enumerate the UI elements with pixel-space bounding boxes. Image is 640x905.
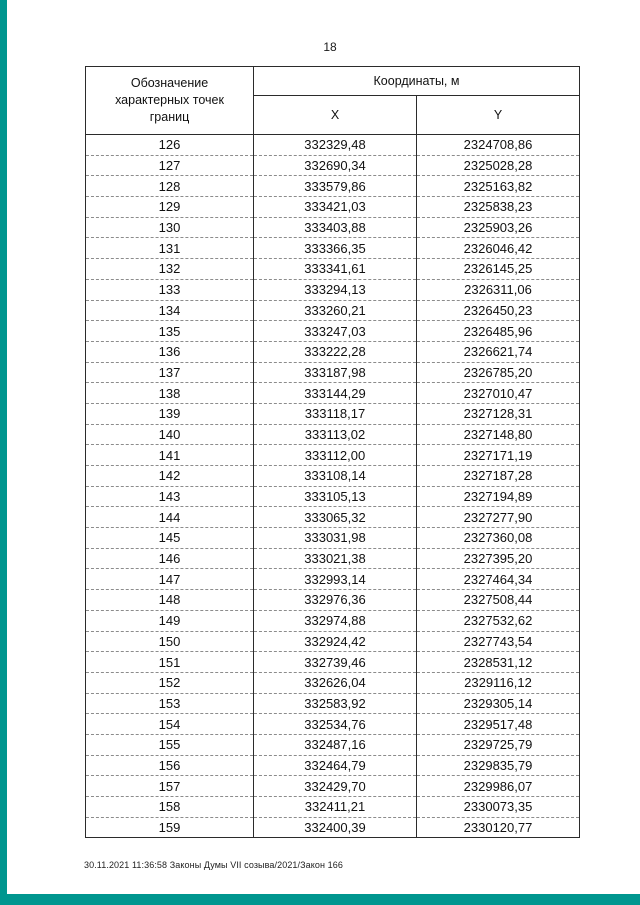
table-row — [86, 797, 580, 818]
y-value: 2327010,47 — [417, 383, 580, 404]
x-value: 333118,17 — [254, 403, 417, 424]
x-value: 332976,36 — [254, 590, 417, 611]
point-number: 144 — [86, 507, 254, 528]
point-number: 146 — [86, 548, 254, 569]
point-number: 132 — [86, 259, 254, 280]
table-row — [86, 590, 580, 611]
x-value: 332626,04 — [254, 672, 417, 693]
point-number: 138 — [86, 383, 254, 404]
x-value: 333260,21 — [254, 300, 417, 321]
x-value: 333403,88 — [254, 217, 417, 238]
point-number: 151 — [86, 652, 254, 673]
table-row — [86, 362, 580, 383]
x-value: 333366,35 — [254, 238, 417, 259]
x-value: 332429,70 — [254, 776, 417, 797]
x-value: 332690,34 — [254, 155, 417, 176]
y-value: 2327743,54 — [417, 631, 580, 652]
y-value: 2326621,74 — [417, 341, 580, 362]
points-designation-header: Обозначение характерных точек границ — [86, 67, 254, 135]
point-number: 159 — [86, 817, 254, 838]
y-value: 2330073,35 — [417, 797, 580, 818]
point-number: 156 — [86, 755, 254, 776]
y-value: 2327277,90 — [417, 507, 580, 528]
table-row — [86, 734, 580, 755]
x-value: 332464,79 — [254, 755, 417, 776]
y-value: 2325903,26 — [417, 217, 580, 238]
x-value: 332329,48 — [254, 135, 417, 156]
table-row — [86, 424, 580, 445]
coordinates-table — [85, 66, 580, 838]
point-number: 127 — [86, 155, 254, 176]
table-row — [86, 466, 580, 487]
y-value: 2327395,20 — [417, 548, 580, 569]
point-number: 147 — [86, 569, 254, 590]
point-number: 158 — [86, 797, 254, 818]
y-value: 2330120,77 — [417, 817, 580, 838]
x-value: 332739,46 — [254, 652, 417, 673]
y-value: 2326311,06 — [417, 279, 580, 300]
table-row — [86, 321, 580, 342]
table-row — [86, 197, 580, 218]
y-value: 2327194,89 — [417, 486, 580, 507]
y-value: 2329116,12 — [417, 672, 580, 693]
point-number: 157 — [86, 776, 254, 797]
x-value: 333579,86 — [254, 176, 417, 197]
table-row — [86, 714, 580, 735]
table-row — [86, 672, 580, 693]
table-row — [86, 548, 580, 569]
table-row — [86, 445, 580, 466]
table-row — [86, 652, 580, 673]
point-number: 128 — [86, 176, 254, 197]
table-row — [86, 486, 580, 507]
y-value: 2329517,48 — [417, 714, 580, 735]
table-row — [86, 217, 580, 238]
x-value: 333222,28 — [254, 341, 417, 362]
point-number: 134 — [86, 300, 254, 321]
x-value: 333021,38 — [254, 548, 417, 569]
table-row — [86, 279, 580, 300]
y-value: 2327360,08 — [417, 528, 580, 549]
y-value: 2329725,79 — [417, 734, 580, 755]
x-value: 332487,16 — [254, 734, 417, 755]
table-row — [86, 755, 580, 776]
point-number: 139 — [86, 403, 254, 424]
point-number: 142 — [86, 466, 254, 487]
table-row — [86, 610, 580, 631]
y-value: 2325838,23 — [417, 197, 580, 218]
point-number: 150 — [86, 631, 254, 652]
x-value: 332974,88 — [254, 610, 417, 631]
coordinates-header: Координаты, м — [254, 67, 580, 96]
point-number: 152 — [86, 672, 254, 693]
table-row — [86, 135, 580, 156]
x-value: 333144,29 — [254, 383, 417, 404]
point-number: 135 — [86, 321, 254, 342]
table-row — [86, 403, 580, 424]
table-row — [86, 238, 580, 259]
y-value: 2324708,86 — [417, 135, 580, 156]
scan-edge-bottom — [0, 894, 640, 905]
point-number: 140 — [86, 424, 254, 445]
table-row — [86, 817, 580, 838]
point-number: 133 — [86, 279, 254, 300]
point-number: 155 — [86, 734, 254, 755]
y-value: 2327508,44 — [417, 590, 580, 611]
x-value: 333108,14 — [254, 466, 417, 487]
x-value: 333187,98 — [254, 362, 417, 383]
table-row — [86, 259, 580, 280]
y-value: 2327187,28 — [417, 466, 580, 487]
table-row — [86, 300, 580, 321]
y-value: 2329835,79 — [417, 755, 580, 776]
y-value: 2327532,62 — [417, 610, 580, 631]
y-column-header: Y — [417, 96, 580, 135]
table-row — [86, 776, 580, 797]
point-number: 129 — [86, 197, 254, 218]
table-row — [86, 383, 580, 404]
x-value: 333247,03 — [254, 321, 417, 342]
x-value: 332400,39 — [254, 817, 417, 838]
y-value: 2329305,14 — [417, 693, 580, 714]
y-value: 2325028,28 — [417, 155, 580, 176]
point-number: 141 — [86, 445, 254, 466]
y-value: 2327171,19 — [417, 445, 580, 466]
point-number: 154 — [86, 714, 254, 735]
x-value: 333294,13 — [254, 279, 417, 300]
y-value: 2327128,31 — [417, 403, 580, 424]
table-row — [86, 341, 580, 362]
x-value: 332583,92 — [254, 693, 417, 714]
point-number: 126 — [86, 135, 254, 156]
x-value: 333112,00 — [254, 445, 417, 466]
scan-edge-left — [0, 0, 7, 905]
x-value: 333031,98 — [254, 528, 417, 549]
table-row — [86, 176, 580, 197]
y-value: 2326145,25 — [417, 259, 580, 280]
y-value: 2326046,42 — [417, 238, 580, 259]
point-number: 149 — [86, 610, 254, 631]
table-row — [86, 507, 580, 528]
table-row — [86, 528, 580, 549]
y-value: 2326450,23 — [417, 300, 580, 321]
x-value: 333065,32 — [254, 507, 417, 528]
y-value: 2325163,82 — [417, 176, 580, 197]
point-number: 143 — [86, 486, 254, 507]
x-value: 333421,03 — [254, 197, 417, 218]
x-value: 332534,76 — [254, 714, 417, 735]
table-row — [86, 569, 580, 590]
point-number: 148 — [86, 590, 254, 611]
x-column-header: X — [254, 96, 417, 135]
table-row — [86, 631, 580, 652]
x-value: 333113,02 — [254, 424, 417, 445]
y-value: 2327148,80 — [417, 424, 580, 445]
x-value: 332924,42 — [254, 631, 417, 652]
x-value: 332993,14 — [254, 569, 417, 590]
table-header — [86, 67, 580, 135]
y-value: 2326485,96 — [417, 321, 580, 342]
page-number: 18 — [323, 40, 337, 54]
x-value: 333105,13 — [254, 486, 417, 507]
table-row — [86, 155, 580, 176]
point-number: 131 — [86, 238, 254, 259]
table-body — [86, 135, 580, 838]
point-number: 136 — [86, 341, 254, 362]
document-footer-stamp: 30.11.2021 11:36:58 Законы Думы VII созыва/2021/Закон 166 — [84, 860, 344, 870]
y-value: 2329986,07 — [417, 776, 580, 797]
point-number: 130 — [86, 217, 254, 238]
y-value: 2326785,20 — [417, 362, 580, 383]
table-row — [86, 693, 580, 714]
x-value: 333341,61 — [254, 259, 417, 280]
point-number: 137 — [86, 362, 254, 383]
point-number: 153 — [86, 693, 254, 714]
x-value: 332411,21 — [254, 797, 417, 818]
y-value: 2328531,12 — [417, 652, 580, 673]
point-number: 145 — [86, 528, 254, 549]
y-value: 2327464,34 — [417, 569, 580, 590]
